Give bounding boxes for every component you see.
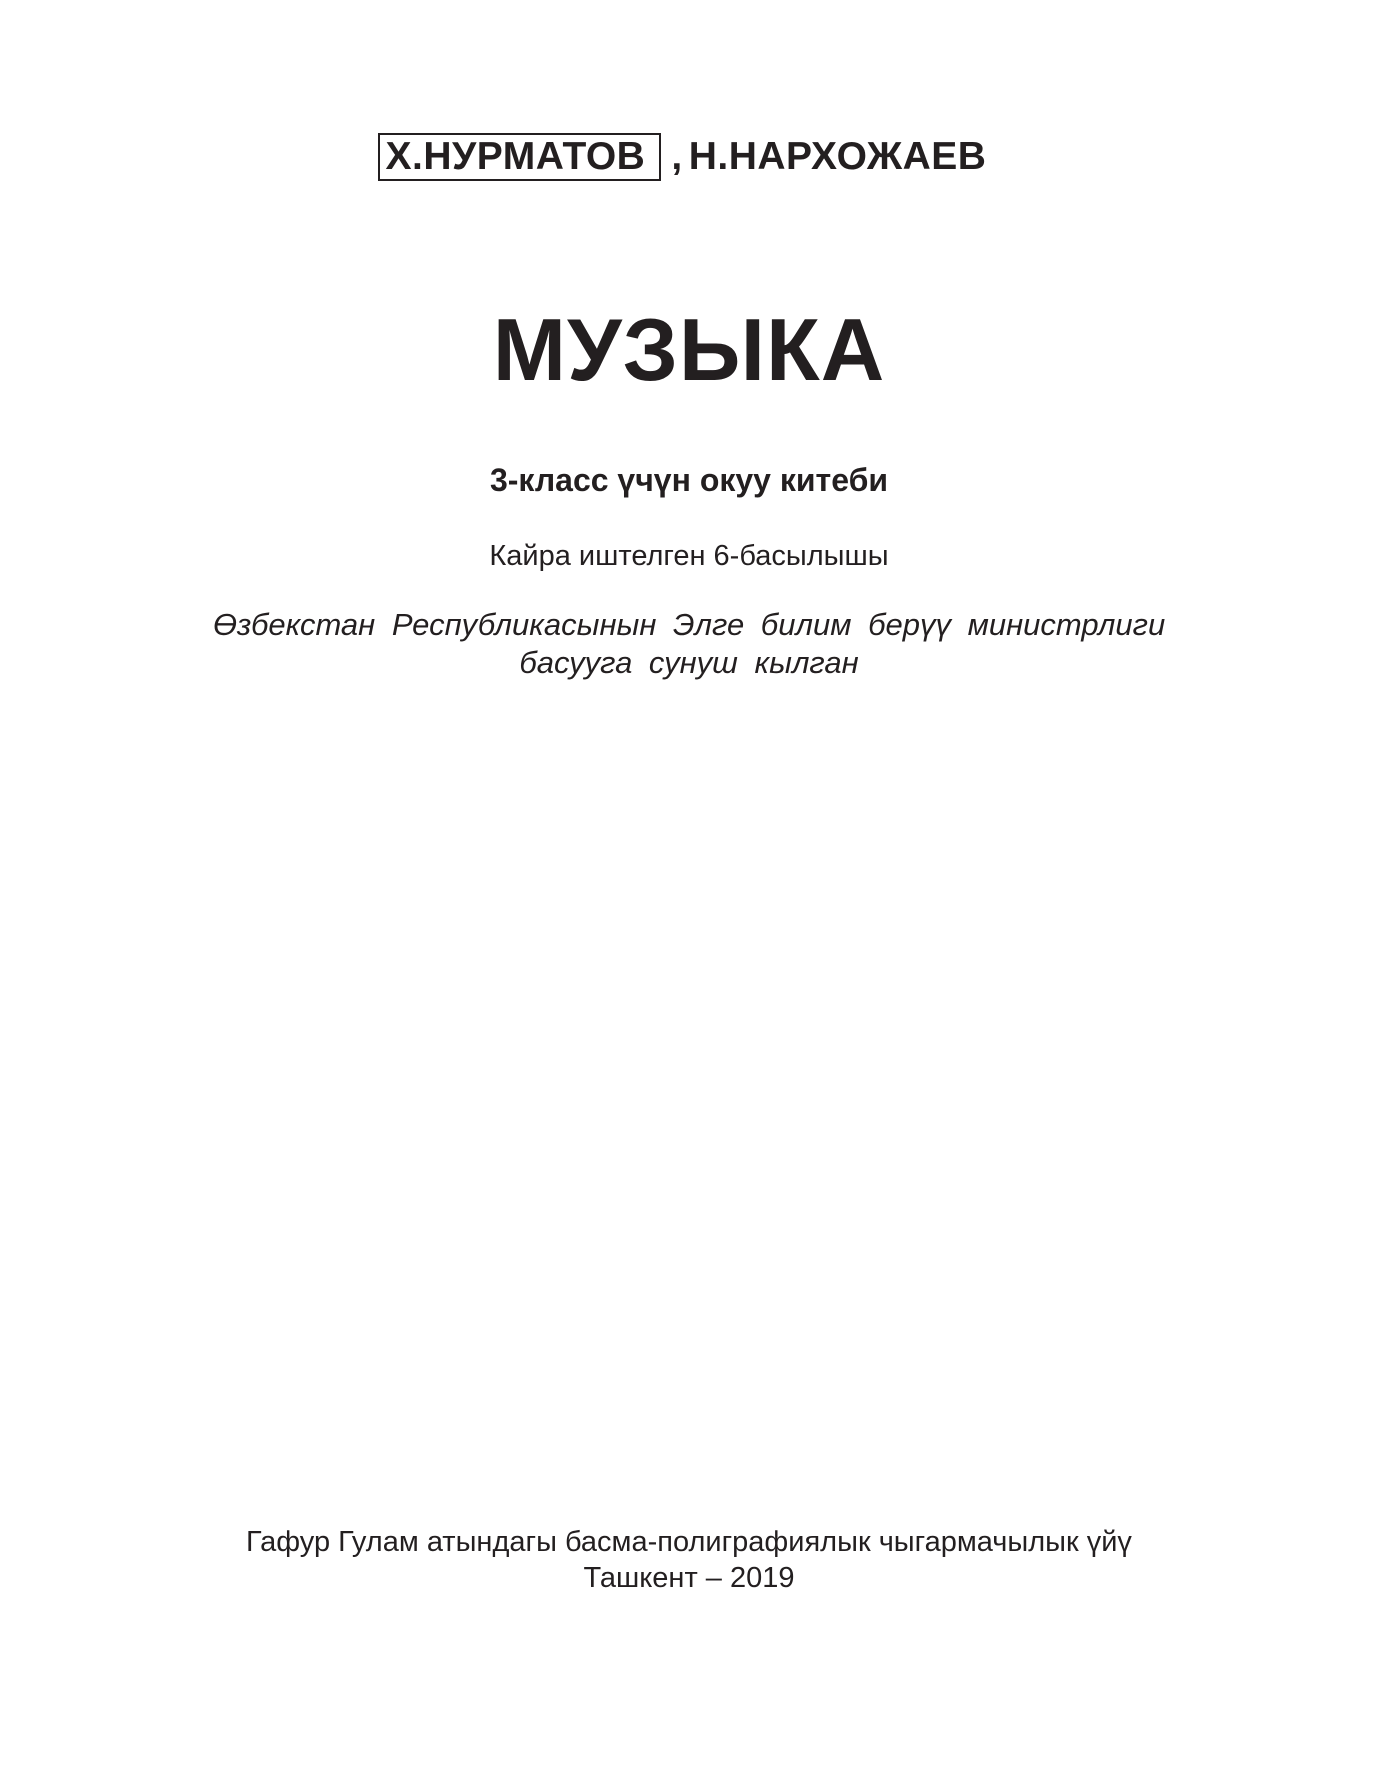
author-second: Н.НАРХОЖАЕВ <box>688 135 987 178</box>
ministry-recommendation <box>0 606 1378 682</box>
recommendation-line-2: басууга сунуш кылган <box>519 645 859 680</box>
publisher-name: Гафур Гулам атындагы басма-полиграфиялык чыгармачылык үйү <box>246 1526 1132 1558</box>
author-separator: , <box>671 135 683 178</box>
book-title: МУЗЫКА <box>492 300 886 399</box>
recommendation-line-1: Өзбекстан Республикасынын Элге билим берүү министрлиги <box>212 607 1166 642</box>
publisher-place-year: Ташкент – 2019 <box>583 1562 795 1594</box>
author-first: Х.НУРМАТОВ <box>378 133 662 181</box>
publisher-block <box>0 1524 1378 1596</box>
edition-note: Кайра иштелген 6-басылышы <box>489 540 889 572</box>
authors-line <box>0 132 1378 182</box>
book-subtitle: 3-класс үчүн окуу китеби <box>489 462 889 498</box>
